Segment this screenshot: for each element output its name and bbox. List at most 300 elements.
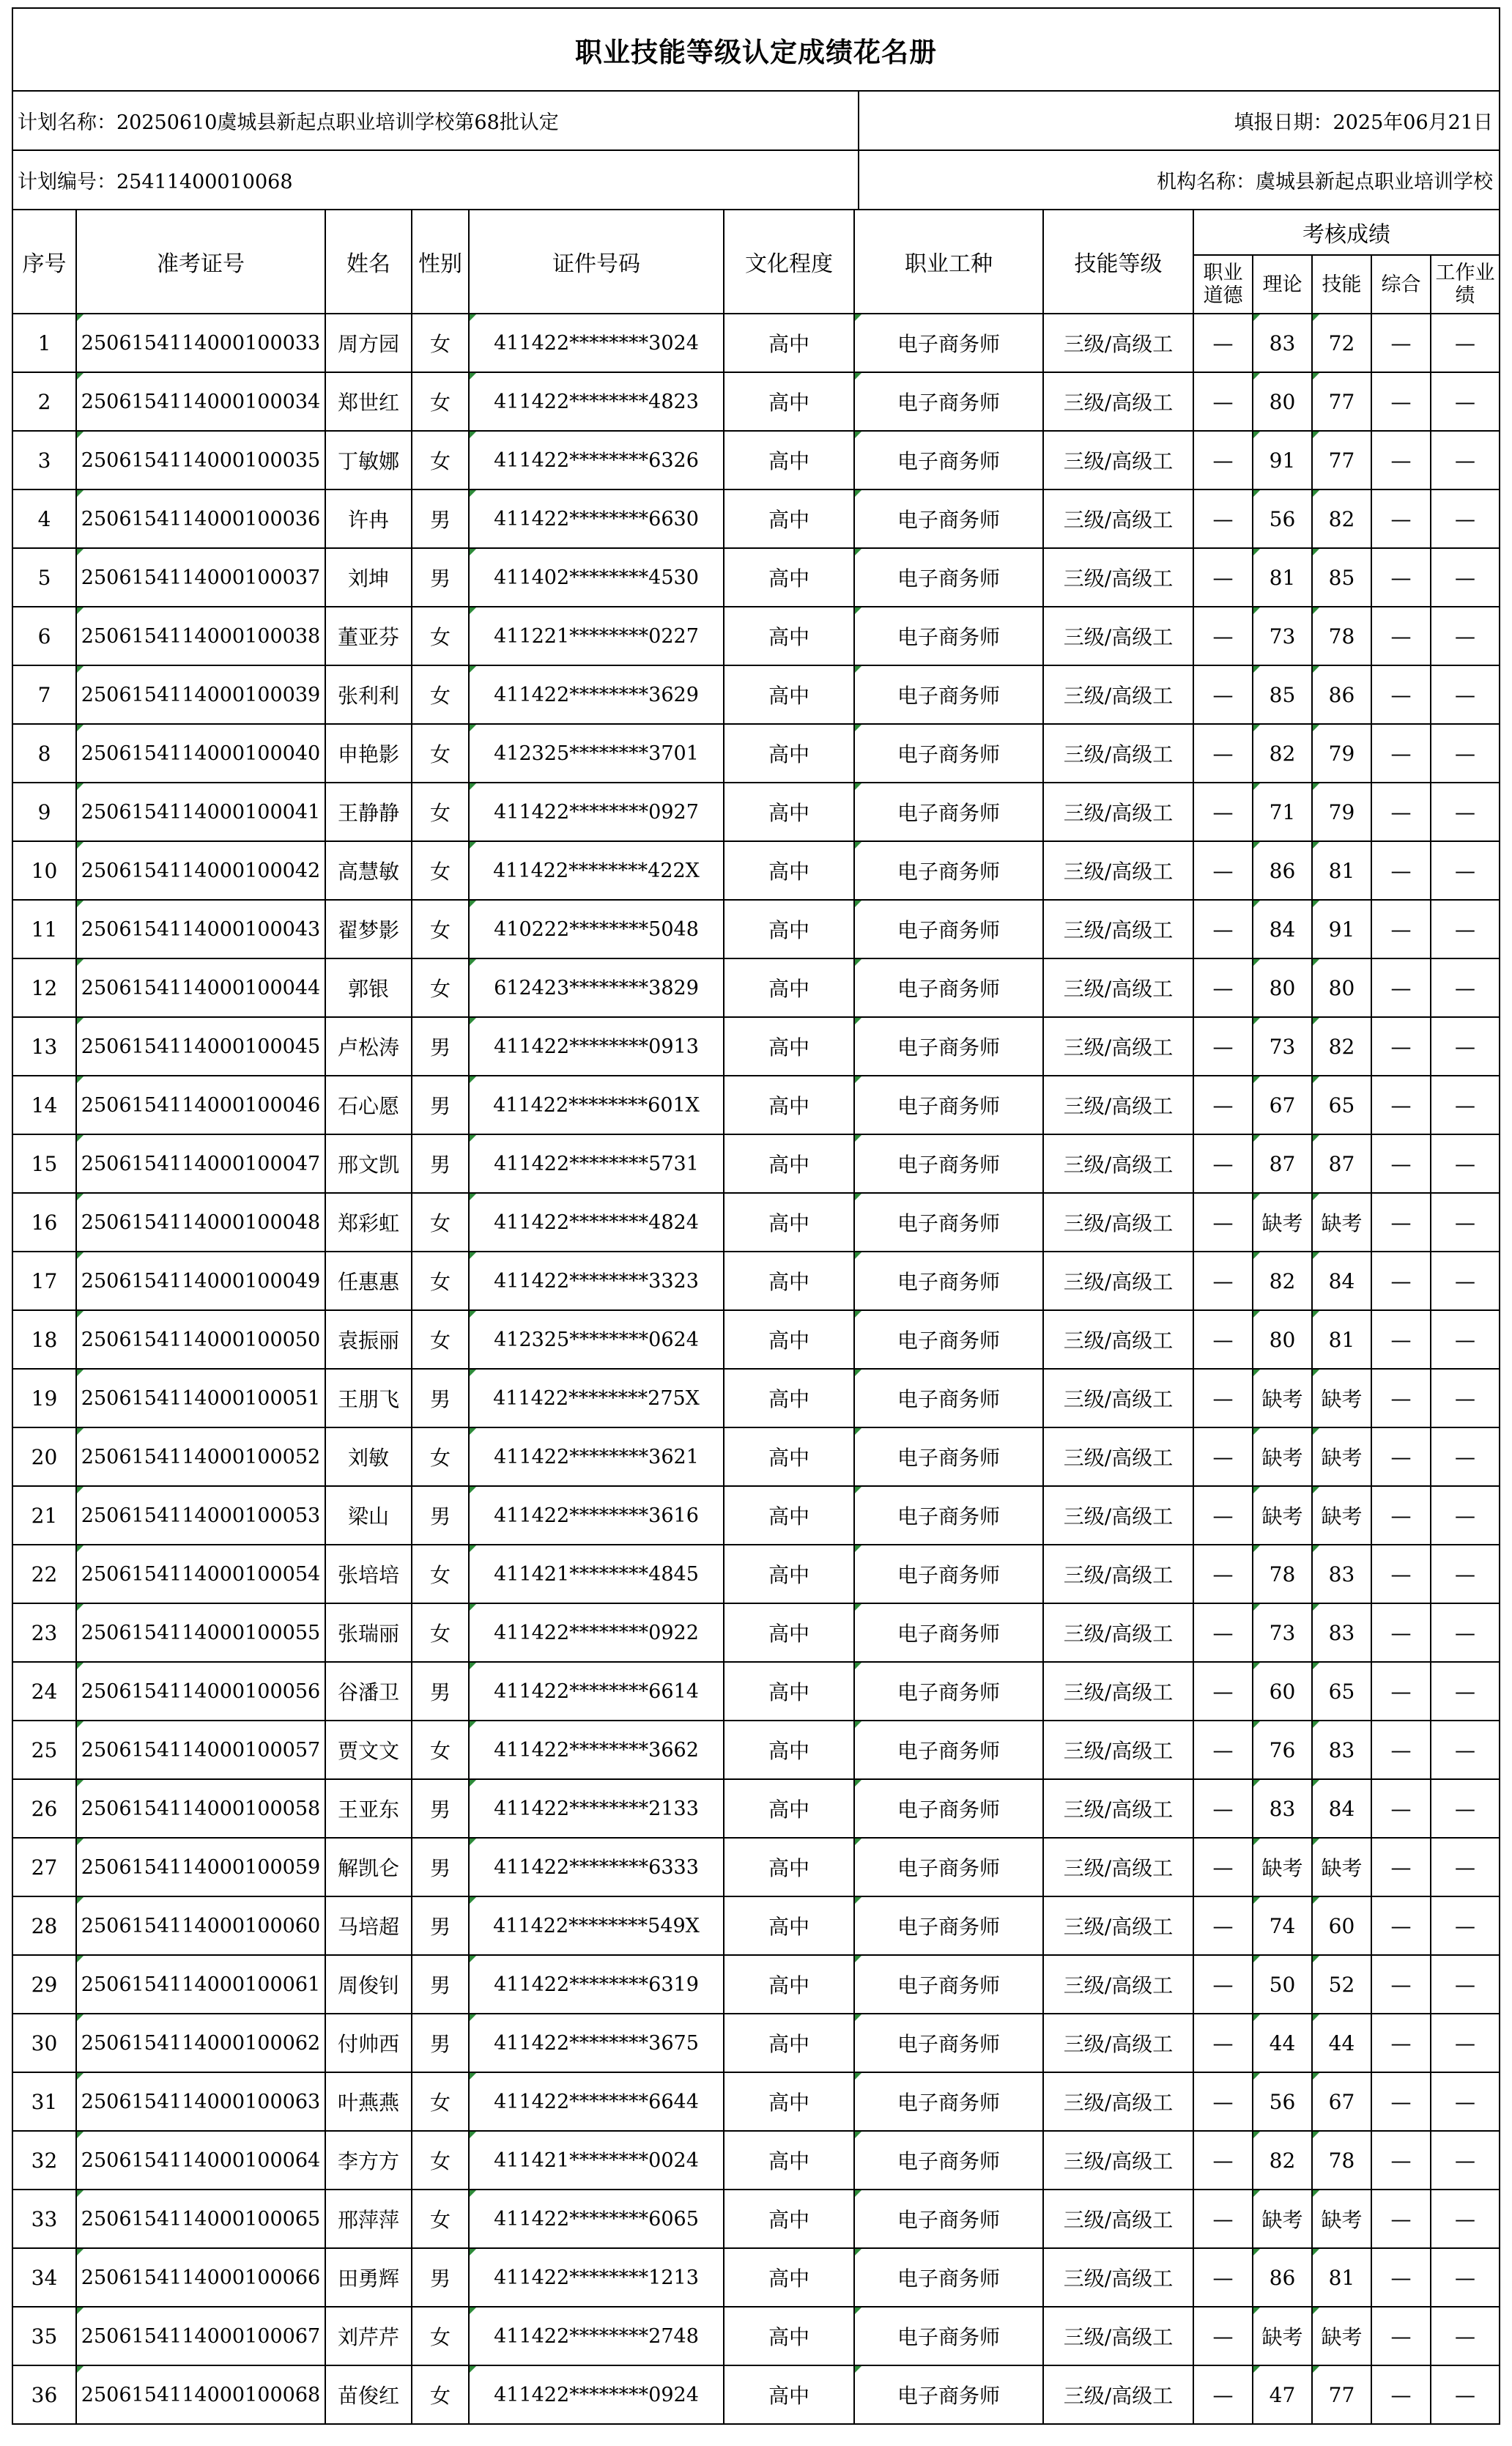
cell-work: — — [1431, 1955, 1499, 2014]
cell-skill-level: 三级/高级工 — [1043, 1486, 1193, 1545]
cell-skill: 84 — [1312, 1252, 1371, 1310]
cell-education: 高中 — [724, 431, 854, 489]
cell-theory: 76 — [1253, 1721, 1312, 1779]
cell-name: 田勇辉 — [325, 2248, 412, 2307]
cell-ticket: 2506154114000100043 — [76, 900, 325, 958]
cell-seq: 28 — [13, 1896, 76, 1955]
cell-education: 高中 — [724, 548, 854, 607]
table-row — [13, 1486, 1499, 1545]
cell-theory: 56 — [1253, 2072, 1312, 2131]
cell-name: 张培培 — [325, 1545, 412, 1603]
cell-seq: 20 — [13, 1427, 76, 1486]
cell-occupation: 电子商务师 — [854, 1603, 1043, 1662]
cell-education: 高中 — [724, 1017, 854, 1076]
cell-education: 高中 — [724, 1486, 854, 1545]
cell-work: — — [1431, 665, 1499, 724]
cell-occupation: 电子商务师 — [854, 1955, 1043, 2014]
cell-ticket: 2506154114000100057 — [76, 1721, 325, 1779]
cell-skill-level: 三级/高级工 — [1043, 1076, 1193, 1134]
cell-seq: 16 — [13, 1193, 76, 1252]
cell-education: 高中 — [724, 1721, 854, 1779]
cell-id-number: 411422********6333 — [469, 1838, 724, 1896]
cell-seq: 18 — [13, 1310, 76, 1369]
table-body — [13, 314, 1499, 2423]
cell-occupation: 电子商务师 — [854, 2365, 1043, 2423]
cell-education: 高中 — [724, 1603, 854, 1662]
cell-education: 高中 — [724, 783, 854, 841]
table-row — [13, 607, 1499, 665]
cell-theory: 73 — [1253, 1017, 1312, 1076]
cell-ethics: — — [1193, 1017, 1253, 1076]
cell-theory: 71 — [1253, 783, 1312, 841]
cell-education: 高中 — [724, 2131, 854, 2190]
cell-skill: 65 — [1312, 1076, 1371, 1134]
cell-skill: 79 — [1312, 724, 1371, 783]
cell-ethics: — — [1193, 783, 1253, 841]
cell-skill: 72 — [1312, 314, 1371, 372]
cell-comprehensive: — — [1371, 2307, 1431, 2365]
cell-comprehensive: — — [1371, 665, 1431, 724]
cell-skill: 82 — [1312, 489, 1371, 548]
table-row — [13, 1076, 1499, 1134]
cell-theory: 60 — [1253, 1662, 1312, 1721]
cell-seq: 3 — [13, 431, 76, 489]
cell-education: 高中 — [724, 1838, 854, 1896]
col-header-comprehensive: 综合 — [1371, 255, 1431, 314]
cell-skill-level: 三级/高级工 — [1043, 314, 1193, 372]
cell-skill: 83 — [1312, 1721, 1371, 1779]
cell-work: — — [1431, 314, 1499, 372]
cell-skill-level: 三级/高级工 — [1043, 1721, 1193, 1779]
cell-work: — — [1431, 2365, 1499, 2423]
cell-skill: 84 — [1312, 1779, 1371, 1838]
cell-id-number: 411421********0024 — [469, 2131, 724, 2190]
cell-name: 王亚东 — [325, 1779, 412, 1838]
cell-ethics: — — [1193, 1662, 1253, 1721]
cell-skill-level: 三级/高级工 — [1043, 1134, 1193, 1193]
cell-comprehensive: — — [1371, 1603, 1431, 1662]
cell-seq: 4 — [13, 489, 76, 548]
cell-education: 高中 — [724, 1076, 854, 1134]
plan-info-row — [13, 92, 1499, 151]
cell-id-number: 411422********422X — [469, 841, 724, 900]
org-name: 机构名称：虞城县新起点职业培训学校 — [1157, 171, 1493, 193]
cell-skill-level: 三级/高级工 — [1043, 2307, 1193, 2365]
cell-education: 高中 — [724, 607, 854, 665]
cell-work: — — [1431, 1486, 1499, 1545]
cell-occupation: 电子商务师 — [854, 841, 1043, 900]
cell-work: — — [1431, 1427, 1499, 1486]
cell-ticket: 2506154114000100062 — [76, 2014, 325, 2072]
cell-ticket: 2506154114000100049 — [76, 1252, 325, 1310]
page-title: 职业技能等级认定成绩花名册 — [13, 9, 1499, 92]
cell-id-number: 411422********3024 — [469, 314, 724, 372]
cell-skill-level: 三级/高级工 — [1043, 431, 1193, 489]
cell-theory: 82 — [1253, 1252, 1312, 1310]
table-row — [13, 900, 1499, 958]
cell-skill: 缺考 — [1312, 1427, 1371, 1486]
table-row — [13, 958, 1499, 1017]
cell-ticket: 2506154114000100051 — [76, 1369, 325, 1427]
cell-seq: 35 — [13, 2307, 76, 2365]
cell-skill-level: 三级/高级工 — [1043, 783, 1193, 841]
table-row — [13, 2014, 1499, 2072]
cell-skill-level: 三级/高级工 — [1043, 958, 1193, 1017]
cell-ethics: — — [1193, 314, 1253, 372]
cell-skill: 81 — [1312, 1310, 1371, 1369]
cell-skill-level: 三级/高级工 — [1043, 665, 1193, 724]
cell-skill-level: 三级/高级工 — [1043, 489, 1193, 548]
cell-skill-level: 三级/高级工 — [1043, 1310, 1193, 1369]
col-header-seq: 序号 — [13, 210, 76, 314]
cell-name: 郑世红 — [325, 372, 412, 431]
cell-occupation: 电子商务师 — [854, 1662, 1043, 1721]
cell-name: 叶燕燕 — [325, 2072, 412, 2131]
cell-work: — — [1431, 2307, 1499, 2365]
cell-work: — — [1431, 431, 1499, 489]
cell-ticket: 2506154114000100036 — [76, 489, 325, 548]
cell-skill: 78 — [1312, 2131, 1371, 2190]
cell-theory: 74 — [1253, 1896, 1312, 1955]
cell-occupation: 电子商务师 — [854, 724, 1043, 783]
cell-name: 申艳影 — [325, 724, 412, 783]
table-row — [13, 1955, 1499, 2014]
cell-gender: 男 — [412, 1486, 469, 1545]
cell-ticket: 2506154114000100060 — [76, 1896, 325, 1955]
cell-gender: 男 — [412, 1955, 469, 2014]
cell-name: 周俊钊 — [325, 1955, 412, 2014]
cell-skill: 80 — [1312, 958, 1371, 1017]
cell-education: 高中 — [724, 2014, 854, 2072]
table-row — [13, 2307, 1499, 2365]
cell-name: 高慧敏 — [325, 841, 412, 900]
cell-name: 卢松涛 — [325, 1017, 412, 1076]
cell-ticket: 2506154114000100064 — [76, 2131, 325, 2190]
cell-ticket: 2506154114000100038 — [76, 607, 325, 665]
cell-skill: 78 — [1312, 607, 1371, 665]
cell-ticket: 2506154114000100050 — [76, 1310, 325, 1369]
cell-id-number: 411422********3621 — [469, 1427, 724, 1486]
cell-skill: 81 — [1312, 841, 1371, 900]
cell-ethics: — — [1193, 2014, 1253, 2072]
cell-id-number: 411422********4823 — [469, 372, 724, 431]
cell-name: 王朋飞 — [325, 1369, 412, 1427]
plan-number: 计划编号：25411400010068 — [13, 151, 859, 209]
cell-seq: 24 — [13, 1662, 76, 1721]
cell-occupation: 电子商务师 — [854, 2131, 1043, 2190]
cell-id-number: 411422********2133 — [469, 1779, 724, 1838]
cell-theory: 缺考 — [1253, 2307, 1312, 2365]
cell-comprehensive: — — [1371, 900, 1431, 958]
table-row — [13, 1779, 1499, 1838]
cell-education: 高中 — [724, 1427, 854, 1486]
cell-education: 高中 — [724, 1779, 854, 1838]
cell-gender: 女 — [412, 607, 469, 665]
table-row — [13, 841, 1499, 900]
cell-theory: 80 — [1253, 372, 1312, 431]
cell-id-number: 411422********0913 — [469, 1017, 724, 1076]
cell-comprehensive: — — [1371, 724, 1431, 783]
cell-id-number: 411422********1213 — [469, 2248, 724, 2307]
cell-ethics: — — [1193, 1955, 1253, 2014]
cell-work: — — [1431, 724, 1499, 783]
cell-comprehensive: — — [1371, 1721, 1431, 1779]
cell-work: — — [1431, 1721, 1499, 1779]
cell-skill-level: 三级/高级工 — [1043, 1896, 1193, 1955]
cell-gender: 男 — [412, 1017, 469, 1076]
cell-occupation: 电子商务师 — [854, 1076, 1043, 1134]
cell-work: — — [1431, 1779, 1499, 1838]
cell-education: 高中 — [724, 1896, 854, 1955]
cell-gender: 女 — [412, 783, 469, 841]
cell-id-number: 411422********6326 — [469, 431, 724, 489]
cell-theory: 50 — [1253, 1955, 1312, 2014]
cell-id-number: 612423********3829 — [469, 958, 724, 1017]
cell-name: 王静静 — [325, 783, 412, 841]
cell-theory: 82 — [1253, 724, 1312, 783]
cell-gender: 女 — [412, 2190, 469, 2248]
cell-seq: 26 — [13, 1779, 76, 1838]
cell-ethics: — — [1193, 841, 1253, 900]
cell-name: 付帅西 — [325, 2014, 412, 2072]
col-header-theory: 理论 — [1253, 255, 1312, 314]
cell-ethics: — — [1193, 548, 1253, 607]
cell-ticket: 2506154114000100039 — [76, 665, 325, 724]
cell-ticket: 2506154114000100037 — [76, 548, 325, 607]
cell-comprehensive: — — [1371, 1134, 1431, 1193]
cell-comprehensive: — — [1371, 2365, 1431, 2423]
cell-name: 郑彩虹 — [325, 1193, 412, 1252]
cell-occupation: 电子商务师 — [854, 900, 1043, 958]
cell-education: 高中 — [724, 1369, 854, 1427]
cell-work: — — [1431, 1896, 1499, 1955]
cell-occupation: 电子商务师 — [854, 607, 1043, 665]
cell-theory: 44 — [1253, 2014, 1312, 2072]
cell-ticket: 2506154114000100045 — [76, 1017, 325, 1076]
org-info-row — [13, 151, 1499, 210]
cell-education: 高中 — [724, 1955, 854, 2014]
cell-skill-level: 三级/高级工 — [1043, 2248, 1193, 2307]
table-row — [13, 2131, 1499, 2190]
cell-occupation: 电子商务师 — [854, 1017, 1043, 1076]
cell-theory: 缺考 — [1253, 1427, 1312, 1486]
cell-ticket: 2506154114000100048 — [76, 1193, 325, 1252]
cell-comprehensive: — — [1371, 1779, 1431, 1838]
cell-skill: 82 — [1312, 1017, 1371, 1076]
table-row — [13, 431, 1499, 489]
cell-theory: 86 — [1253, 841, 1312, 900]
cell-skill-level: 三级/高级工 — [1043, 372, 1193, 431]
cell-id-number: 411422********0922 — [469, 1603, 724, 1662]
cell-skill-level: 三级/高级工 — [1043, 1252, 1193, 1310]
cell-occupation: 电子商务师 — [854, 1252, 1043, 1310]
cell-skill: 81 — [1312, 2248, 1371, 2307]
cell-skill-level: 三级/高级工 — [1043, 548, 1193, 607]
col-header-skill: 技能 — [1312, 255, 1371, 314]
cell-theory: 缺考 — [1253, 1193, 1312, 1252]
cell-ticket: 2506154114000100047 — [76, 1134, 325, 1193]
cell-name: 张瑞丽 — [325, 1603, 412, 1662]
cell-skill-level: 三级/高级工 — [1043, 1603, 1193, 1662]
cell-comprehensive: — — [1371, 1076, 1431, 1134]
cell-education: 高中 — [724, 2072, 854, 2131]
table-row — [13, 1603, 1499, 1662]
cell-occupation: 电子商务师 — [854, 2072, 1043, 2131]
cell-gender: 女 — [412, 724, 469, 783]
cell-education: 高中 — [724, 1545, 854, 1603]
table-row — [13, 2365, 1499, 2423]
cell-id-number: 411422********2748 — [469, 2307, 724, 2365]
cell-name: 董亚芬 — [325, 607, 412, 665]
cell-name: 周方园 — [325, 314, 412, 372]
cell-comprehensive: — — [1371, 1252, 1431, 1310]
cell-work: — — [1431, 2014, 1499, 2072]
cell-id-number: 412325********3701 — [469, 724, 724, 783]
cell-name: 任惠惠 — [325, 1252, 412, 1310]
cell-gender: 女 — [412, 841, 469, 900]
cell-skill: 83 — [1312, 1545, 1371, 1603]
cell-ethics: — — [1193, 489, 1253, 548]
cell-occupation: 电子商务师 — [854, 548, 1043, 607]
cell-skill-level: 三级/高级工 — [1043, 1427, 1193, 1486]
cell-occupation: 电子商务师 — [854, 314, 1043, 372]
cell-gender: 女 — [412, 431, 469, 489]
cell-ethics: — — [1193, 2365, 1253, 2423]
cell-name: 刘敏 — [325, 1427, 412, 1486]
cell-gender: 男 — [412, 2248, 469, 2307]
cell-skill: 87 — [1312, 1134, 1371, 1193]
cell-occupation: 电子商务师 — [854, 1779, 1043, 1838]
cell-name: 谷潘卫 — [325, 1662, 412, 1721]
table-row — [13, 1369, 1499, 1427]
cell-comprehensive: — — [1371, 314, 1431, 372]
cell-theory: 87 — [1253, 1134, 1312, 1193]
cell-id-number: 411422********3675 — [469, 2014, 724, 2072]
cell-name: 丁敏娜 — [325, 431, 412, 489]
cell-skill: 缺考 — [1312, 2190, 1371, 2248]
cell-seq: 25 — [13, 1721, 76, 1779]
cell-seq: 23 — [13, 1603, 76, 1662]
cell-ethics: — — [1193, 1896, 1253, 1955]
table-row — [13, 2248, 1499, 2307]
cell-seq: 29 — [13, 1955, 76, 2014]
cell-gender: 女 — [412, 1427, 469, 1486]
cell-work: — — [1431, 900, 1499, 958]
cell-ticket: 2506154114000100035 — [76, 431, 325, 489]
cell-seq: 31 — [13, 2072, 76, 2131]
cell-skill-level: 三级/高级工 — [1043, 2014, 1193, 2072]
cell-gender: 女 — [412, 1310, 469, 1369]
cell-id-number: 411221********0227 — [469, 607, 724, 665]
cell-comprehensive: — — [1371, 841, 1431, 900]
cell-work: — — [1431, 783, 1499, 841]
cell-work: — — [1431, 2248, 1499, 2307]
cell-education: 高中 — [724, 665, 854, 724]
cell-skill-level: 三级/高级工 — [1043, 2365, 1193, 2423]
cell-theory: 73 — [1253, 607, 1312, 665]
cell-comprehensive: — — [1371, 1838, 1431, 1896]
cell-id-number: 411421********4845 — [469, 1545, 724, 1603]
cell-skill: 86 — [1312, 665, 1371, 724]
cell-occupation: 电子商务师 — [854, 372, 1043, 431]
table-row — [13, 1427, 1499, 1486]
cell-work: — — [1431, 1017, 1499, 1076]
cell-id-number: 411402********4530 — [469, 548, 724, 607]
cell-ticket: 2506154114000100042 — [76, 841, 325, 900]
cell-ticket: 2506154114000100059 — [76, 1838, 325, 1896]
cell-skill: 60 — [1312, 1896, 1371, 1955]
cell-ethics: — — [1193, 2131, 1253, 2190]
cell-comprehensive: — — [1371, 607, 1431, 665]
cell-id-number: 411422********5731 — [469, 1134, 724, 1193]
cell-ethics: — — [1193, 2307, 1253, 2365]
col-header-ticket: 准考证号 — [76, 210, 325, 314]
cell-ethics: — — [1193, 1076, 1253, 1134]
cell-skill-level: 三级/高级工 — [1043, 1369, 1193, 1427]
cell-occupation: 电子商务师 — [854, 1427, 1043, 1486]
cell-occupation: 电子商务师 — [854, 665, 1043, 724]
cell-theory: 91 — [1253, 431, 1312, 489]
cell-skill-level: 三级/高级工 — [1043, 1779, 1193, 1838]
cell-gender: 女 — [412, 2365, 469, 2423]
cell-skill: 77 — [1312, 431, 1371, 489]
cell-ticket: 2506154114000100066 — [76, 2248, 325, 2307]
cell-occupation: 电子商务师 — [854, 1369, 1043, 1427]
cell-ticket: 2506154114000100061 — [76, 1955, 325, 2014]
cell-comprehensive: — — [1371, 958, 1431, 1017]
table-row — [13, 1838, 1499, 1896]
cell-skill-level: 三级/高级工 — [1043, 1193, 1193, 1252]
table-row — [13, 1896, 1499, 1955]
cell-ethics: — — [1193, 431, 1253, 489]
cell-name: 翟梦影 — [325, 900, 412, 958]
roster-sheet — [12, 7, 1500, 2425]
cell-id-number: 411422********275X — [469, 1369, 724, 1427]
cell-work: — — [1431, 372, 1499, 431]
score-table — [13, 210, 1499, 2423]
cell-name: 石心愿 — [325, 1076, 412, 1134]
cell-seq: 32 — [13, 2131, 76, 2190]
cell-theory: 81 — [1253, 548, 1312, 607]
cell-gender: 男 — [412, 489, 469, 548]
cell-seq: 15 — [13, 1134, 76, 1193]
cell-work: — — [1431, 1310, 1499, 1369]
cell-skill: 缺考 — [1312, 1838, 1371, 1896]
cell-occupation: 电子商务师 — [854, 489, 1043, 548]
cell-ticket: 2506154114000100040 — [76, 724, 325, 783]
cell-seq: 12 — [13, 958, 76, 1017]
cell-occupation: 电子商务师 — [854, 1193, 1043, 1252]
cell-ethics: — — [1193, 2248, 1253, 2307]
cell-education: 高中 — [724, 1134, 854, 1193]
cell-id-number: 411422********3616 — [469, 1486, 724, 1545]
cell-name: 解凯仑 — [325, 1838, 412, 1896]
cell-comprehensive: — — [1371, 548, 1431, 607]
cell-comprehensive: — — [1371, 1310, 1431, 1369]
col-header-education: 文化程度 — [724, 210, 854, 314]
col-header-name: 姓名 — [325, 210, 412, 314]
cell-gender: 女 — [412, 372, 469, 431]
table-row — [13, 314, 1499, 372]
cell-occupation: 电子商务师 — [854, 2248, 1043, 2307]
cell-comprehensive: — — [1371, 2131, 1431, 2190]
cell-id-number: 411422********6614 — [469, 1662, 724, 1721]
cell-comprehensive: — — [1371, 1369, 1431, 1427]
cell-skill-level: 三级/高级工 — [1043, 1955, 1193, 2014]
cell-seq: 13 — [13, 1017, 76, 1076]
cell-id-number: 412325********0624 — [469, 1310, 724, 1369]
cell-occupation: 电子商务师 — [854, 1545, 1043, 1603]
